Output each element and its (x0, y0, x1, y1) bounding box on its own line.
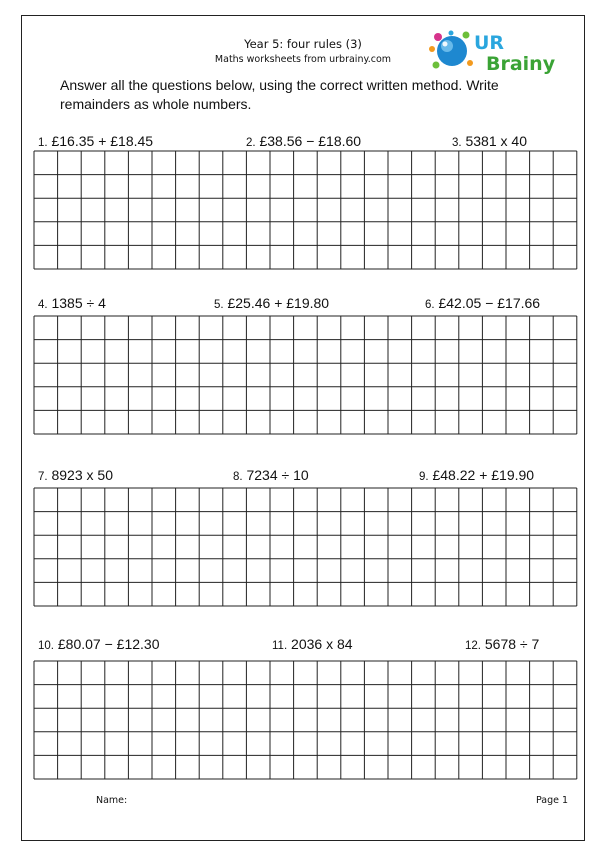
answer-grid[interactable] (33, 660, 578, 780)
question-number: 12. (465, 640, 481, 652)
question-expression: 8923 x 50 (51, 467, 113, 483)
question-number: 8. (233, 471, 243, 483)
question-1 (38, 133, 153, 149)
answer-grid[interactable] (33, 487, 578, 607)
question-number: 10. (38, 640, 54, 652)
question-expression: £38.56 − £18.60 (259, 133, 362, 149)
question-expression: £80.07 − £12.30 (57, 636, 160, 652)
question-6 (425, 295, 540, 311)
question-number: 11. (272, 640, 288, 652)
question-4 (38, 295, 106, 311)
page-number: Page 1 (536, 795, 569, 806)
instructions: Answer all the questions below, using the correct written method. Write remainders as whole numbers. (60, 77, 499, 112)
worksheet-subtitle: Maths worksheets from urbrainy.com (214, 54, 392, 65)
question-expression: 5381 x 40 (465, 133, 527, 149)
question-12 (465, 636, 539, 652)
worksheet-title: Year 5: four rules (3) (244, 37, 362, 51)
question-9 (419, 467, 534, 483)
question-number: 3. (452, 137, 462, 149)
question-number: 5. (214, 299, 224, 311)
question-10 (38, 636, 160, 652)
question-5 (214, 295, 329, 311)
answer-grid[interactable] (33, 150, 578, 270)
answer-grid[interactable] (33, 315, 578, 435)
question-number: 2. (246, 137, 256, 149)
question-expression: £16.35 + £18.45 (51, 133, 154, 149)
question-expression: 2036 x 84 (291, 636, 353, 652)
question-number: 9. (419, 471, 429, 483)
question-2 (246, 133, 361, 149)
question-3 (452, 133, 527, 149)
question-8 (233, 467, 309, 483)
question-expression: £42.05 − £17.66 (438, 295, 541, 311)
name-label: Name: (96, 795, 128, 806)
question-expression: £25.46 + £19.80 (227, 295, 330, 311)
question-number: 6. (425, 299, 435, 311)
question-number: 4. (38, 299, 48, 311)
question-11 (272, 636, 353, 652)
question-expression: 1385 ÷ 4 (51, 295, 106, 311)
svg-text:Brainy: Brainy (486, 53, 556, 75)
question-expression: 7234 ÷ 10 (246, 467, 309, 483)
urbrainy-logo (426, 27, 556, 77)
question-7 (38, 467, 113, 483)
question-expression: 5678 ÷ 7 (484, 636, 540, 652)
question-number: 1. (38, 137, 48, 149)
question-expression: £48.22 + £19.90 (432, 467, 535, 483)
question-number: 7. (38, 471, 48, 483)
svg-text:UR: UR (474, 32, 505, 54)
